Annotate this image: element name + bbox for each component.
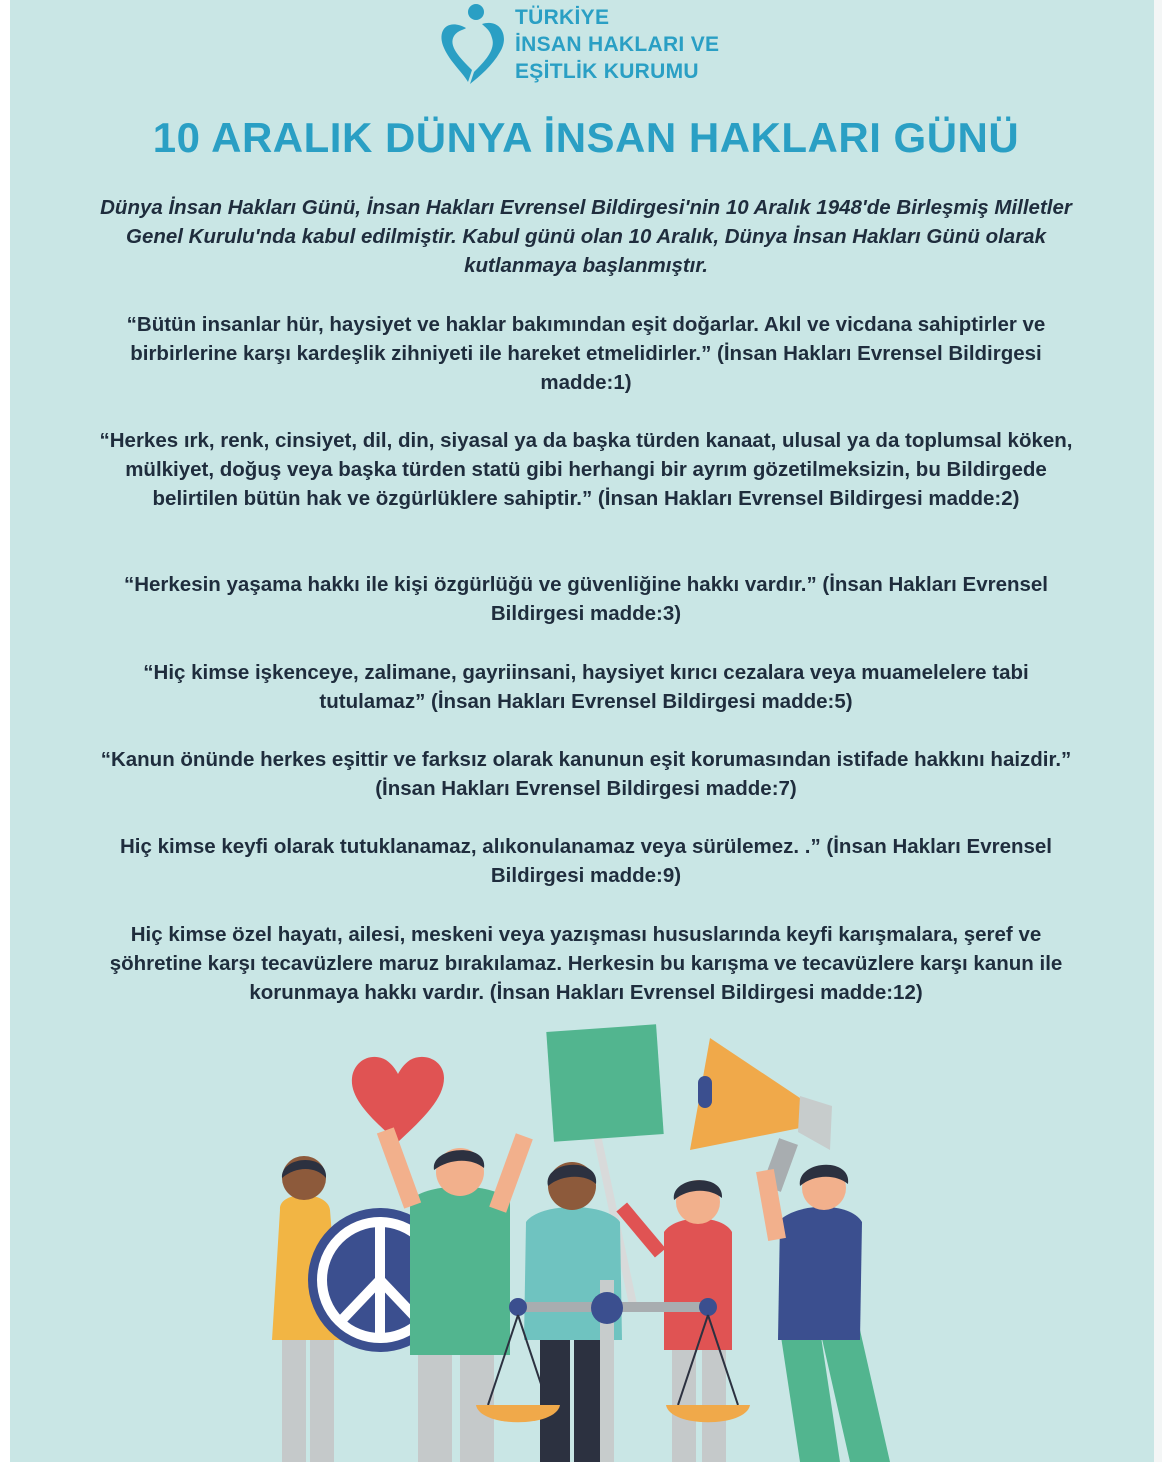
poster (10, 0, 1162, 1462)
logo-line-1: TÜRKİYE (515, 6, 610, 29)
quote-madde-12: Hiç kimse özel hayatı, ailesi, meskeni veya yazışması hususlarında keyfi karışmalara, şeref ve şöhretine karşı tecavüzlere maruz bırakılamaz. Herkesin bu karışma ve tecavüzlere karşı kanun ile korunmaya hakkı vardır. (İnsan Hakları Evrensel Bildirgesi madde:12) (109, 923, 1063, 1004)
heart-icon (352, 1057, 444, 1142)
page-edge (1154, 0, 1162, 1462)
quote-madde-9: Hiç kimse keyfi olarak tutuklanamaz, alıkonulanamaz veya sürülemez. .” (İnsan Hakları Evrensel Bildirgesi madde:9) (119, 835, 1053, 887)
heart-person-logo-icon (430, 0, 510, 88)
page-title: 10 ARALIK DÜNYA İNSAN HAKLARI GÜNÜ (152, 114, 1020, 161)
quote-madde-7: “Kanun önünde herkes eşittir ve farksız olarak kanunun eşit korumasından istifade hakkını haizdir.” (İnsan Hakları Evrensel Bildirgesi madde:7) (100, 748, 1072, 800)
quote-madde-2: “Herkes ırk, renk, cinsiyet, dil, din, siyasal ya da başka türden kanaat, ulusal ya da toplumsal köken, mülkiyet, doğuş veya başka türden statü gibi herhangi bir ayrım gözetilmeksizin, bu Bildirgede belirtilen bütün hak ve özgürlüklere sahiptir.” (İnsan Hakları Evrensel Bildirgesi madde:2) (99, 429, 1073, 510)
quote-madde-1: “Bütün insanlar hür, haysiyet ve haklar bakımından eşit doğarlar. Akıl ve vicdana sahiptirler ve birbirlerine karşı kardeşlik zihniyeti ile hareket etmelidirler.” (İnsan Hakları Evrensel Bildirgesi madde:1) (126, 313, 1046, 394)
human-rights-illustration (10, 1010, 1162, 1462)
organization-logo (430, 0, 770, 90)
logo-line-3: EŞİTLİK KURUMU (515, 60, 699, 83)
quote-madde-3: “Herkesin yaşama hakkı ile kişi özgürlüğü ve güvenliğine hakkı vardır.” (İnsan Hakları Evrensel Bildirgesi madde:3) (123, 573, 1049, 625)
intro-paragraph: Dünya İnsan Hakları Günü, İnsan Hakları Evrensel Bildirgesi'nin 10 Aralık 1948'de Birleşmiş Milletler Genel Kurulu'nda kabul edilmiştir. Kabul günü olan 10 Aralık, Dünya İnsan Hakları Günü olarak kutlanmaya başlanmıştır. (100, 196, 1072, 277)
quote-madde-5: “Hiç kimse işkenceye, zalimane, gayriinsani, haysiyet kırıcı cezalara veya muamelelere tabi tutulamaz” (İnsan Hakları Evrensel Bildirgesi madde:5) (143, 661, 1029, 713)
logo-line-2: İNSAN HAKLARI VE (515, 33, 720, 56)
person-5 (756, 1165, 890, 1462)
